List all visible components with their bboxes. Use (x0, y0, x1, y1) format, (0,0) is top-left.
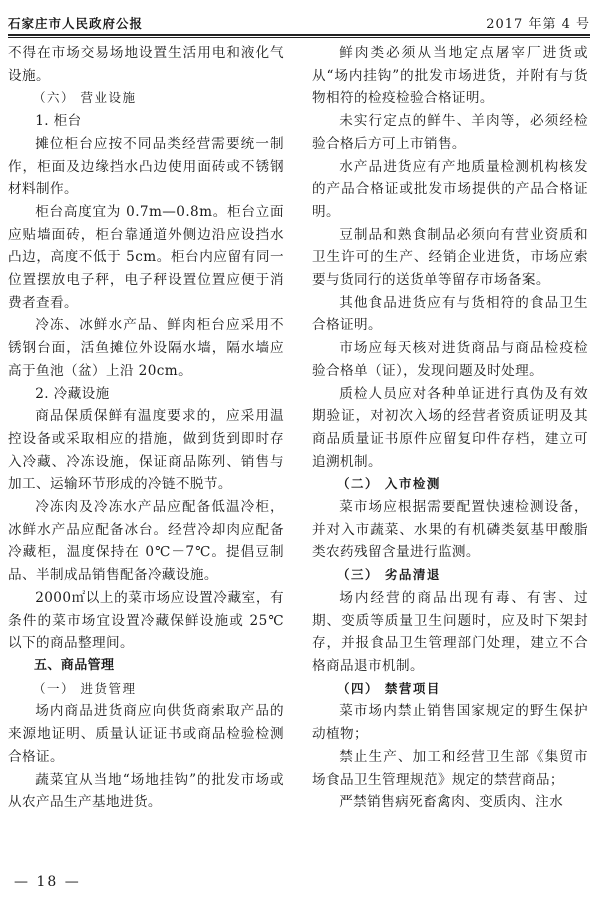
paragraph: 商品保质保鲜有温度要求的，应采用温控设备或采取相应的措施，做到货到即时存入冷藏、冷冻设施，保证商品陈列、销售与加工、运输环节形成的冷链不脱节。 (8, 408, 284, 493)
paragraph: 菜市场内禁止销售国家规定的野生保护动植物； (312, 703, 588, 743)
issue-number: 2017 年第 4 号 (486, 17, 590, 32)
right-column (312, 42, 588, 814)
paragraph: 豆制品和熟食制品必须向有营业资质和卫生许可的生产、经销企业进货，市场应索要与货同行的送货单等留存市场备案。 (312, 226, 588, 289)
paragraph: 禁止生产、加工和经营卫生部《集贸市场食品卫生管理规范》规定的禁营商品； (312, 748, 588, 788)
section-heading: （四） 禁营项目 (337, 680, 441, 696)
section-heading: （二） 入市检测 (337, 476, 441, 492)
paragraph: 质检人员应对各种单证进行真伪及有效期验证，对初次入场的经营者资质证明及其商品质量证书原件应留复印件存档，建立可追溯机制。 (312, 385, 588, 470)
header-rule-thin (8, 37, 590, 38)
paragraph: 严禁销售病死畜禽肉、变质肉、注水 (339, 794, 564, 811)
paragraph: 鲜肉类必须从当地定点屠宰厂进货或从“场内挂钩”的批发市场进货，并附有与货物相符的检疫检验合格证明。 (312, 45, 588, 107)
paragraph: 1. 柜台 (35, 113, 82, 130)
paragraph: 2000㎡以上的菜市场应设置冷藏室，有条件的菜市场宜设置冷藏保鲜设施或 25℃以下的商品整理间。 (8, 589, 284, 652)
paragraph: 冷冻肉及冷冻水产品应配备低温冷柜，冰鲜水产品应配备冰台。经营冷却肉应配备冷藏柜，温度保持在 0℃－7℃。提倡豆制品、半制成品销售配备冷藏设施。 (8, 499, 284, 584)
section-heading: （一） 进货管理 (33, 680, 137, 696)
paragraph: 未实行定点的鲜牛、羊肉等，必须经检验合格后方可上市销售。 (312, 113, 588, 152)
page-header (8, 6, 590, 32)
left-column (8, 42, 284, 814)
publication-title: 石家庄市人民政府公报 (8, 16, 144, 31)
paragraph: 场内商品进货商应向供货商索取产品的来源地证明、质量认证证书或商品检验检测合格证。 (8, 703, 284, 765)
paragraph: 场内经营的商品出现有毒、有害、过期、变质等质量卫生问题时，应及时下架封存，并报食品卫生管理部门处理，建立不合格商品退市机制。 (312, 589, 588, 674)
paragraph: 其他食品进货应有与货相符的食品卫生合格证明。 (312, 294, 588, 334)
section-heading: （六） 营业设施 (33, 90, 137, 106)
paragraph: 摊位柜台应按不同品类经营需要统一制作，柜面及边缘挡水凸边使用面砖或不锈钢材料制作。 (8, 135, 284, 198)
paragraph: 市场应每天核对进货商品与商品检疫检验合格单（证），发现问题及时处理。 (312, 340, 588, 379)
paragraph: 蔬菜宜从当地“场地挂钩”的批发市场或从农产品生产基地进货。 (8, 771, 284, 811)
page-number: — 18 — (14, 874, 81, 890)
section-heading: （三） 劣品清退 (337, 567, 441, 583)
paragraph: 水产品进货应有产地质量检测机构核发的产品合格证或批发市场提供的产品合格证明。 (312, 158, 588, 220)
paragraph: 菜市场应根据需要配置快速检测设备，并对入市蔬菜、水果的有机磷类氨基甲酸脂类农药残留含量进行监测。 (312, 499, 588, 561)
paragraph: 2. 冷藏设施 (35, 385, 110, 402)
paragraph: 柜台高度宜为 0.7m—0.8m。柜台立面应贴墙面砖，柜台靠通道外侧边沿应设挡水凸边，高度不低于 5cm。柜台内应留有同一位置摆放电子秤，电子秤设置位置应便于消费者查看。 (8, 203, 284, 311)
header-rule-thick (8, 34, 590, 36)
paragraph: 不得在市场交易场地设置生活用电和液化气设施。 (8, 45, 284, 84)
paragraph: 冷冻、冰鲜水产品、鲜肉柜台应采用不锈钢台面，活鱼摊位外设隔水墙，隔水墙应高于鱼池（盆）上沿 20cm。 (8, 317, 284, 379)
section-heading: 五、商品管理 (34, 657, 115, 673)
